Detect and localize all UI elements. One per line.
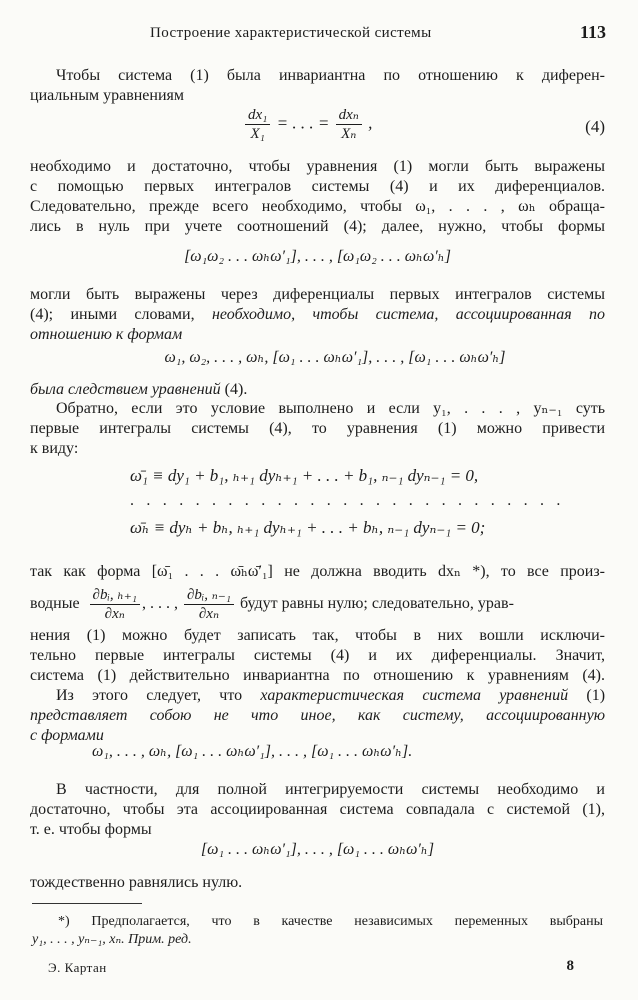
equation-4-number: (4): [585, 117, 605, 136]
derivative-1-denominator: ∂xₙ: [104, 605, 125, 622]
paragraph-2-line-1: необходимо и достаточно, чтобы уравнения (1) могли быть выражены: [30, 158, 605, 175]
paragraph-6-line-2-start: водные: [30, 595, 80, 612]
paragraph-7-line-2: представляет собою не что иное, как систему, ассоциированную: [30, 707, 605, 724]
paragraph-3-line-1: могли быть выражены через диференциалы первых интегралов системы: [30, 286, 605, 303]
eq4-numerator-right: dxₙ: [336, 106, 362, 125]
paragraph-7-line-1-italic: характеристическая система уравнений: [260, 687, 569, 704]
eq4-denominator-right: Xₙ: [341, 126, 357, 142]
paragraph-6-line-1: так как форма [ω̄₁ . . . ω̄ₕω̄′₁] не должна вводить dxₙ *), то все произ-: [30, 563, 605, 580]
paragraph-4-italic: была следствием уравнений: [30, 381, 221, 398]
eq4-middle: = . . . =: [276, 113, 330, 133]
paragraph-4-plain: (4).: [224, 381, 248, 398]
footnote-line-2: [32, 931, 192, 949]
paragraph-3-line-2: [30, 305, 605, 325]
paragraph-7-line-1-plain: Из этого следует, что: [56, 687, 243, 704]
paragraph-7-line-1: [56, 686, 605, 706]
paragraph-7-line-3: с формами: [30, 727, 104, 744]
system-equation-h: ω̄ₕ ≡ dyₕ + bₕ, ₕ₊₁ dyₕ₊₁ + . . . + bₕ, ₙ₋₁ dyₙ₋₁ = 0;: [130, 518, 486, 537]
paragraph-2-line-2: с помощью первых интегралов системы (4) и их диференциалов.: [30, 178, 605, 195]
formula-3: ω₁, . . . , ωₕ, [ω₁ . . . ωₕω′₁], . . . , [ω₁ . . . ωₕω′ₕ].: [92, 743, 413, 760]
paragraph-5-line-1: Обратно, если это условие выполнено и если y₁, . . . , yₙ₋₁ суть: [56, 400, 605, 417]
footer-signature-number: 8: [566, 958, 574, 974]
paragraph-2-line-3: Следовательно, прежде всего необходимо, чтобы ω₁, . . . , ωₕ обраща-: [30, 198, 605, 215]
eq4-denominator-left: X₁: [250, 126, 265, 142]
formula-4: [ω₁ . . . ωₕω′₁], . . . , [ω₁ . . . ωₕω′ₕ]: [200, 841, 435, 858]
system-equation-1: ω̄₁ ≡ dy₁ + b₁, ₕ₊₁ dyₕ₊₁ + . . . + b₁, ₙ₋₁ dyₙ₋₁ = 0,: [130, 466, 479, 485]
paragraph-8-line-2: достаточно, чтобы эта ассоциированная система совпадала с системой (1),: [30, 801, 605, 818]
page-number: 113: [579, 22, 606, 42]
footnote-line-1: *) Предполагается, что в качестве независимых переменных выбраны: [58, 914, 603, 929]
derivative-2-numerator: ∂bᵢ, ₙ₋₁: [184, 586, 234, 605]
derivative-2-denominator: ∂xₙ: [198, 605, 220, 622]
paragraph-4-line-1: [30, 380, 605, 400]
paragraph-6-line-5: система (1) действительно инвариантна по отношению к уравнениям (4).: [30, 667, 605, 684]
system-dots: . . . . . . . . . . . . . . . . . . . . . . . . . . .: [130, 492, 565, 509]
paragraph-5-line-2: первые интегралы системы (4), то уравнения (1) можно привести: [30, 420, 605, 437]
footnote-variables: y₁, . . . , yₙ₋₁, xₙ.: [32, 932, 125, 947]
paragraph-9-line-1: тождественно равнялись нулю.: [30, 874, 243, 891]
footnote-editor-note: Прим. ред.: [128, 932, 192, 947]
eq4-comma: ,: [368, 113, 373, 133]
paragraph-6-line-2-mid: , . . . ,: [141, 595, 178, 612]
paragraph-6-line-2-end: будут равны нулю; следовательно, урав-: [239, 595, 514, 612]
paragraph-5-line-3: к виду:: [30, 440, 79, 457]
paragraph-1-line-1: Чтобы система (1) была инвариантна по отношению к диферен-: [56, 67, 605, 84]
paragraph-3-line-2-plain: (4); иными словами,: [30, 306, 195, 323]
formula-1: [ω₁ω₂ . . . ωₕω′₁], . . . , [ω₁ω₂ . . . ωₕω′ₕ]: [184, 248, 451, 265]
running-header-title: Построение характеристической системы: [150, 25, 432, 41]
paragraph-6-line-4: тельно первые интегралы системы (4) и их диференциалы. Значит,: [30, 647, 605, 664]
paragraph-3-line-3: отношению к формам: [30, 326, 183, 343]
paragraph-6-line-2: [30, 584, 605, 624]
footer-author: Э. Картан: [48, 960, 107, 975]
paragraph-7-line-1-tail: (1): [586, 687, 606, 704]
paragraph-2-line-4: лись в нуль при учете соотношений (4); далее, нужно, чтобы формы: [30, 218, 605, 235]
paragraph-8-line-3: т. е. чтобы формы: [30, 821, 152, 838]
paragraph-6-line-3: нения (1) можно будет записать так, чтобы в них вошли исключи-: [30, 627, 605, 644]
derivative-1-numerator: ∂bᵢ, ₕ₊₁: [90, 586, 140, 605]
paragraph-8-line-1: В частности, для полной интегрируемости системы необходимо и: [56, 781, 605, 798]
paragraph-1-line-2: циальным уравнениям: [30, 87, 185, 104]
paragraph-3-line-2-italic: необходимо, чтобы система, ассоциированная по: [211, 306, 605, 323]
eq4-numerator-left: dx₁: [245, 106, 270, 125]
formula-2: ω₁, ω₂, . . . , ωₕ, [ω₁ . . . ωₕω′₁], . . . , [ω₁ . . . ωₕω′ₕ]: [164, 349, 506, 366]
footnote-rule: [32, 903, 142, 904]
